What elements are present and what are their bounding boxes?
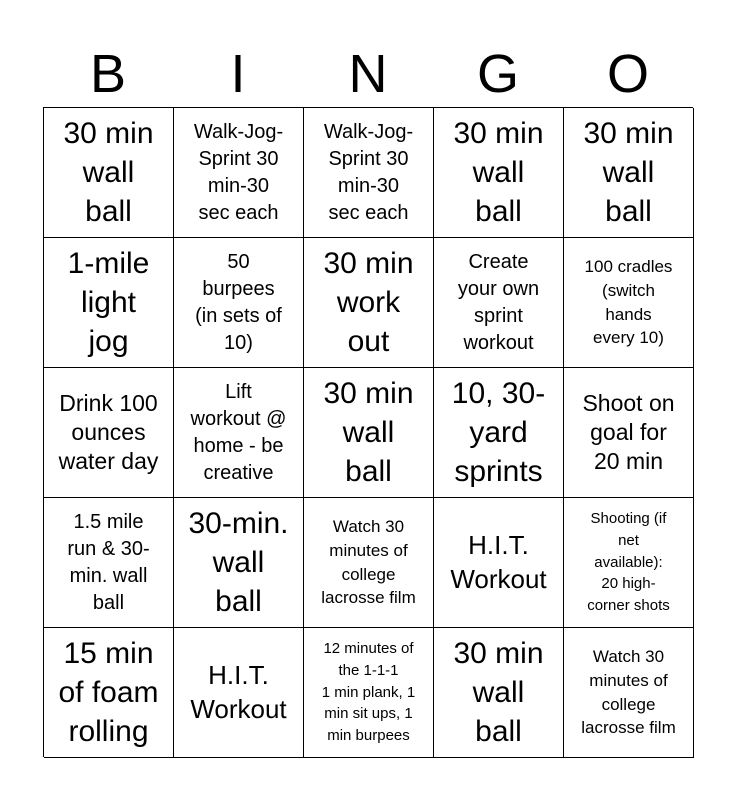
bingo-cell: 30 min wall ball [434, 108, 564, 238]
bingo-cell: 30 min wall ball [564, 108, 694, 238]
bingo-cell: Watch 30 minutes of college lacrosse film [304, 498, 434, 628]
bingo-cell: Drink 100 ounces water day [44, 368, 174, 498]
header-letter-g: G [476, 44, 519, 104]
bingo-cell: 10, 30- yard sprints [434, 368, 564, 498]
bingo-cell: Create your own sprint workout [434, 238, 564, 368]
header-letter-n: N [348, 44, 388, 104]
bingo-cell: Watch 30 minutes of college lacrosse film [564, 628, 694, 758]
bingo-cell: Lift workout @ home - be creative [174, 368, 304, 498]
bingo-cell: 15 min of foam rolling [44, 628, 174, 758]
bingo-cell: 30 min wall ball [434, 628, 564, 758]
bingo-cell: 100 cradles (switch hands every 10) [564, 238, 694, 368]
bingo-cell: Shoot on goal for 20 min [564, 368, 694, 498]
bingo-board [43, 107, 693, 757]
bingo-cell: 12 minutes of the 1-1-1 1 min plank, 1 min sit ups, 1 min burpees [304, 628, 434, 758]
bingo-cell: 50 burpees (in sets of 10) [174, 238, 304, 368]
bingo-cell: 30 min wall ball [304, 368, 434, 498]
bingo-cell: 30-min. wall ball [174, 498, 304, 628]
bingo-cell: 1-mile light jog [44, 238, 174, 368]
bingo-cell: H.I.T. Workout [434, 498, 564, 628]
header-letter-o: O [606, 44, 649, 104]
header-letter-i: I [230, 44, 246, 104]
bingo-cell: 1.5 mile run & 30- min. wall ball [44, 498, 174, 628]
bingo-header [43, 44, 693, 104]
bingo-cell: H.I.T. Workout [174, 628, 304, 758]
header-letter-b: B [89, 44, 127, 104]
bingo-cell: Walk-Jog- Sprint 30 min-30 sec each [304, 108, 434, 238]
bingo-cell: Walk-Jog- Sprint 30 min-30 sec each [174, 108, 304, 238]
bingo-cell: 30 min wall ball [44, 108, 174, 238]
bingo-cell: Shooting (if net available): 20 high- corner shots [564, 498, 694, 628]
bingo-cell: 30 min work out [304, 238, 434, 368]
